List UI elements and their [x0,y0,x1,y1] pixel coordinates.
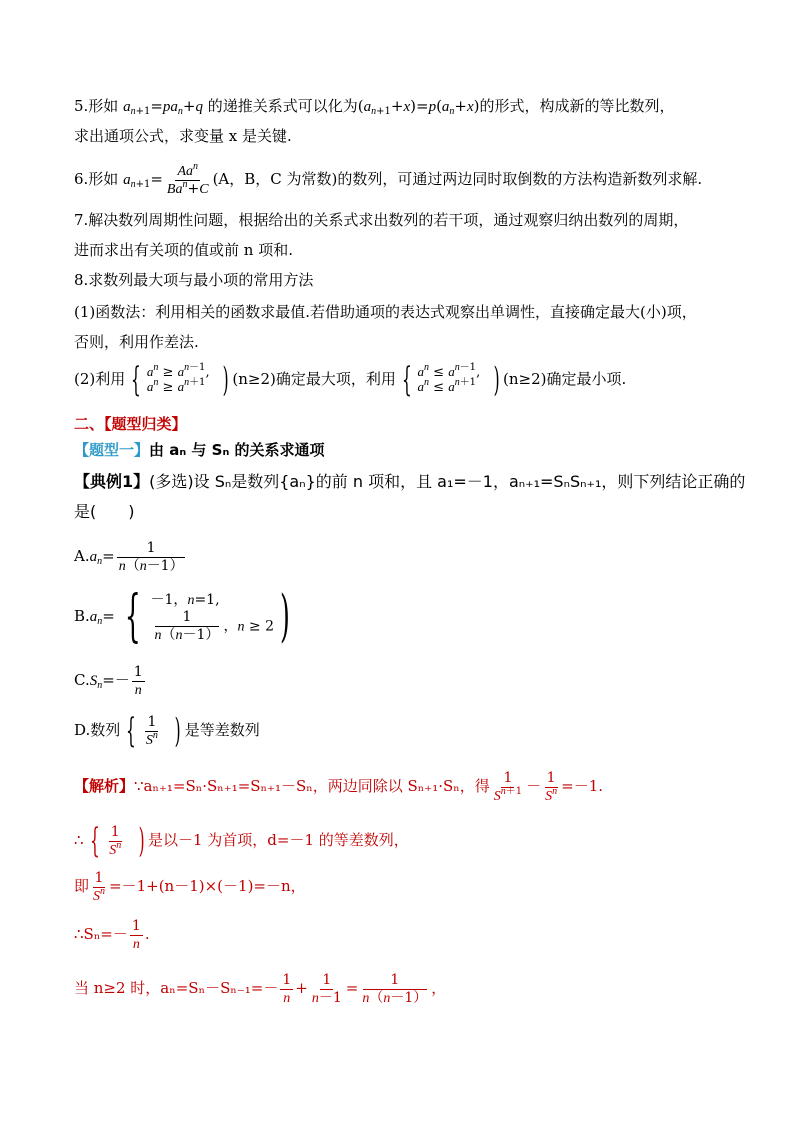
solution-line-2: ∴ { $\frac{1}{S^n}$ ) 是以－1 为首项，d=－1 的等差数列， [74,821,409,861]
type-1-tag: 【题型一】 [74,441,150,459]
solution-tag: 【解析】 [74,777,135,795]
item-6-fraction: $\frac{Aa^n}{Ba^n+C}$ [166,160,209,197]
item-5-line-2: 求出通项公式，求变量 x 是关键. [74,127,292,145]
option-a-fraction: $\frac{1}{n(n-1)}$ [118,539,184,574]
item-8-function-method-1: (1)函数法：利用相关的函数求最值.若借助通项的表达式观察出单调性，直接确定最大(小)项， [74,303,697,321]
section-title: 二、【题型归类】 [74,415,187,433]
example-1-text: (多选)设 Sₙ是数列{aₙ}的前 n 项和，且 a₁=－1，aₙ₊₁=SₙSₙ₊₁，则下列结论正确的 [149,472,746,491]
solution-line-1: 【解析】∵aₙ₊₁=Sₙ·Sₙ₊₁=Sₙ₊₁－Sₙ，两边同除以 Sₙ₊₁·Sₙ，得 $\frac{1}{S^{n+1}}$ － $\frac{1}{S^n}$ =－1. [74,769,604,804]
item-5-prefix: 5.形如 [74,97,124,115]
item-8-title: 8.求数列最大项与最小项的常用方法 [74,271,314,289]
item-8-compare-method: (2)利用 { $a^n \ge a^{n-1}$, $a^n \ge a^{n+1}$ ) (n≥2)确定最大项，利用 { $a^n \le a^{n-1}$, $a^n \le a^{n+1}$ ) (n≥2)确定最小项. [74,360,627,400]
min-condition: $a^n \le a^{n-1}$, $a^n \le a^{n+1}$ [417,362,481,395]
example-1-line-1 [74,472,746,492]
solution-line-4: ∴Sₙ=－ $\frac{1}{n}$ . [74,917,150,952]
item-5-end: 的形式，构成新的等比数列， [479,97,675,115]
item-5-line-1: 5.形如 $a_{n+1}=pa_n+q$ 的递推关系式可以化为$(a_{n+1}+x)=p(a_n+x)$的形式，构成新的等比数列， [74,97,675,117]
item-6-prefix: 6.形如 [74,170,124,188]
max-condition: $a^n \ge a^{n-1}$, $a^n \ge a^{n+1}$ [146,362,210,395]
item-6-line: 6.形如 $a_{n+1}=$ $\frac{Aa^n}{Ba^n+C}$ (A，B，C 为常数)的数列，可通过两边同时取倒数的方法构造新数列求解. [74,160,703,197]
option-c: $C.S_n=-$ $\frac{1}{n}$ [74,663,143,698]
item-5-mid: 的递推关系式可以化为 [203,97,358,115]
solution-line-3: 即 $\frac{1}{S^n}$ =－1+(n－1)×(－1)=－n， [74,869,306,904]
option-b-piecewise: －1，n=1, $\frac{1}{n(n-1)}$ ，n ≥ 2 [150,592,274,643]
option-a: $A.a_n=$ $\frac{1}{n(n-1)}$ [74,539,184,574]
item-7-line-1: 7.解决数列周期性问题，根据给出的关系式求出数列的若干项，通过观察归纳出数列的周期， [74,211,689,229]
item-8-function-method-2: 否则，利用作差法. [74,333,199,351]
item-7-line-2: 进而求出有关项的值或前 n 项和. [74,241,293,259]
solution-line-5: 当 n≥2 时，aₙ=Sₙ－Sₙ₋₁=－ $\frac{1}{n}$ + $\frac{1}{n-1}$ = $\frac{1}{n(n-1)}$ ， [74,971,447,1006]
item-6-suffix: (A，B，C 为常数)的数列，可通过两边同时取倒数的方法构造新数列求解. [212,170,703,188]
option-b: $B.a_n=$ { －1，n=1, $\frac{1}{n(n-1)}$ ，n ≥ 2 ) [74,584,290,649]
option-d: D.数列 { $\frac{1}{S^n}$ ) 是等差数列 [74,711,260,751]
option-c-fraction: $\frac{1}{n}$ [133,663,143,698]
type-1-text: 由 aₙ 与 Sₙ 的关系求通项 [149,441,325,459]
type-1-heading [74,440,734,460]
example-1-tag: 【典例1】 [74,472,150,491]
example-1-line-2: 是( ) [74,502,135,521]
